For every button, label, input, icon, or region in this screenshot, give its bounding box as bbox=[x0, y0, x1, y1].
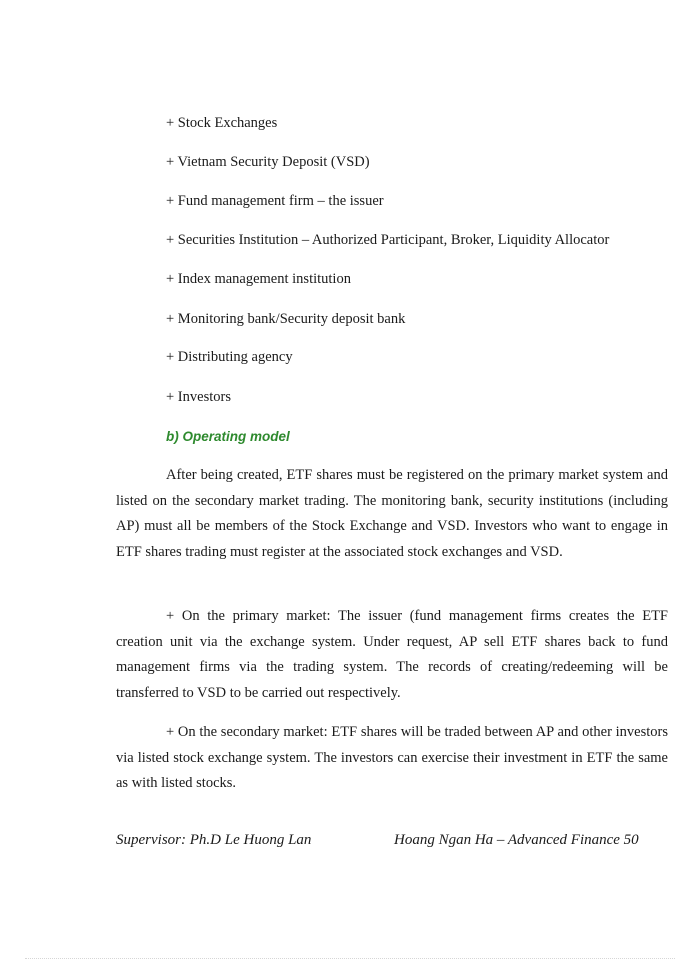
section-heading: b) Operating model bbox=[166, 429, 290, 444]
bullet-item: + Distributing agency bbox=[166, 349, 293, 365]
bullet-item: + Investors bbox=[166, 389, 231, 405]
bullet-item: + Stock Exchanges bbox=[166, 115, 278, 131]
paragraph-primary-market: + On the primary market: The issuer (fund management firms creates the ETF creation unit via the exchange system. Under request, AP sell ETF shares back to fund management firms via the trading system. The records of creating/redeeming will be transferred to VSD to be carried out respectively. bbox=[116, 608, 668, 701]
paragraph-secondary-market: + On the secondary market: ETF shares will be traded between AP and other investors via listed stock exchange system. The investors can exercise their investment in ETF the same as with listed stocks. bbox=[116, 724, 668, 791]
footer-author: Hoang Ngan Ha – Advanced Finance 50 bbox=[394, 832, 639, 848]
bullet-item: + Fund management firm – the issuer bbox=[166, 193, 384, 209]
bullet-item: + Monitoring bank/Security deposit bank bbox=[166, 311, 406, 327]
bullet-item: + Vietnam Security Deposit (VSD) bbox=[166, 154, 370, 170]
page-bottom-divider bbox=[25, 958, 675, 959]
paragraph-overview: After being created, ETF shares must be registered on the primary market system and listed on the secondary market trading. The monitoring bank, security institutions (including AP) must all be members of the Stock Exchange and VSD. Investors who want to engage in ETF shares trading must register at the associated stock exchanges and VSD. bbox=[116, 467, 668, 560]
bullet-item: + Index management institution bbox=[166, 271, 351, 287]
footer-supervisor: Supervisor: Ph.D Le Huong Lan bbox=[116, 832, 312, 848]
bullet-item: + Securities Institution – Authorized Participant, Broker, Liquidity Allocator bbox=[166, 232, 610, 248]
